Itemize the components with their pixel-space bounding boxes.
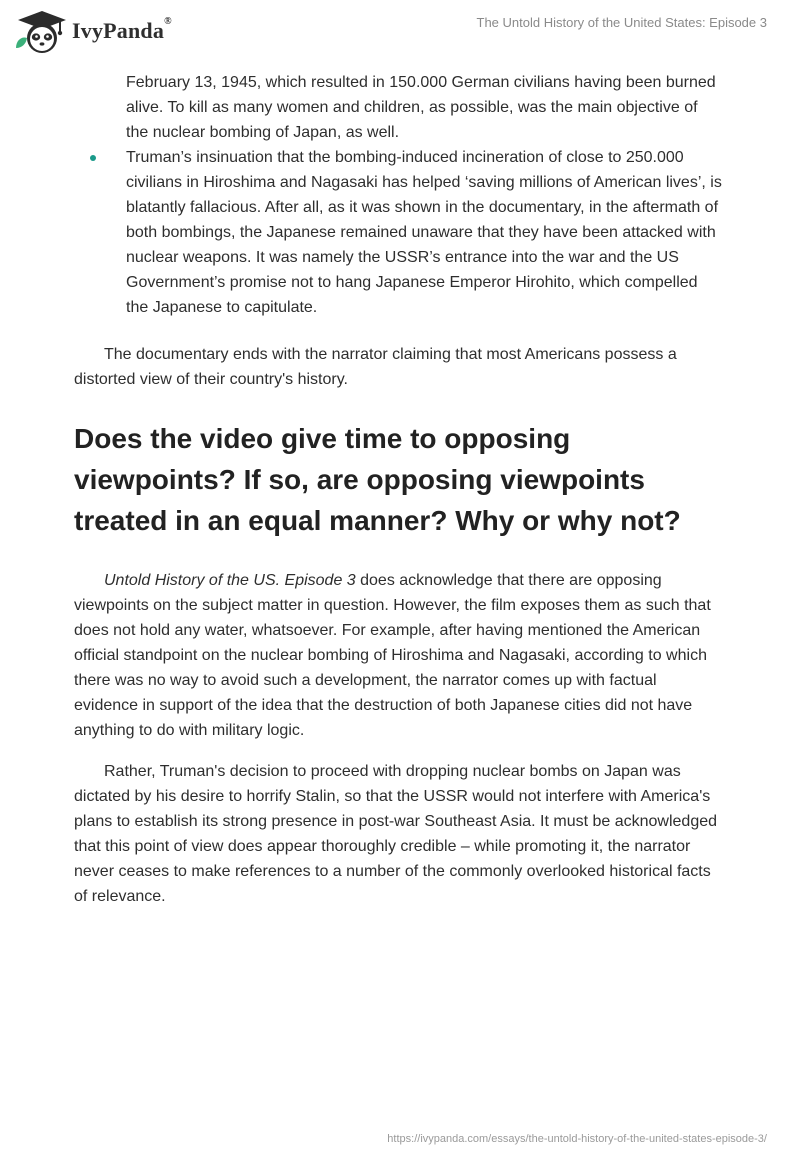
paragraph-documentary-ending: The documentary ends with the narrator claiming that most Americans possess a distorted view of their country's history. bbox=[74, 346, 677, 388]
ivypanda-logo[interactable] bbox=[14, 8, 172, 54]
section-heading: Does the video give time to opposing viewpoints? If so, are opposing viewpoints treated in an equal manner? Why or why not? bbox=[74, 423, 681, 536]
panda-graduate-icon bbox=[14, 8, 66, 54]
brand-name: IvyPanda® bbox=[72, 16, 172, 43]
paragraph-truman-decision: Rather, Truman's decision to proceed with dropping nuclear bombs on Japan was dictated by his desire to horrify Stalin, so that the USSR would not interfere with America's plans to establish its strong presence in post-war Southeast Asia. It must be acknowledged that this point of view does appear thoroughly credible – while promoting it, the narrator never ceases to make references to a number of the commonly overlooked historical facts of relevance. bbox=[74, 763, 718, 905]
list-item: February 13, 1945, which resulted in 150.000 German civilians having been burned alive. To kill as many women and children, as possible, was the main objective of the nuclear bombing of Japan, as well. bbox=[126, 74, 716, 141]
list-item: Truman’s insinuation that the bombing-induced incineration of close to 250.000 civilians in Hiroshima and Nagasaki has helped ‘saving millions of American lives’, is blatantly fallacious. After all, as it was shown in the documentary, in the aftermath of both bombings, the Japanese remained unaware that they have been attacked with nuclear weapons. It was namely the USSR’s entrance into the war and the US Government’s promise not to hang Japanese Emperor Hirohito, which compelled the Japanese to capitulate. bbox=[126, 145, 724, 320]
bullet-dot-icon bbox=[90, 155, 96, 161]
page-header bbox=[0, 0, 800, 60]
source-url[interactable]: https://ivypanda.com/essays/the-untold-history-of-the-united-states-episode-3/ bbox=[387, 1133, 767, 1145]
bullet-list bbox=[74, 70, 724, 320]
paragraph-opposing-viewpoints: Untold History of the US. Episode 3 does acknowledge that there are opposing viewpoints on the subject matter in question. However, the film exposes them as such that does not hold any water, whatsoever. For example, after having mentioned the American official standpoint on the nuclear bombing of Hiroshima and Nagasaki, according to which there was no way to avoid such a development, the narrator comes up with factual evidence in support of the idea that the destruction of both Japanese cities did not have anything to do with military logic. bbox=[74, 572, 711, 739]
essay-content bbox=[74, 70, 724, 909]
document-title: The Untold History of the United States: Episode 3 bbox=[476, 15, 767, 30]
film-title: Untold History of the US. Episode 3 bbox=[104, 572, 356, 589]
